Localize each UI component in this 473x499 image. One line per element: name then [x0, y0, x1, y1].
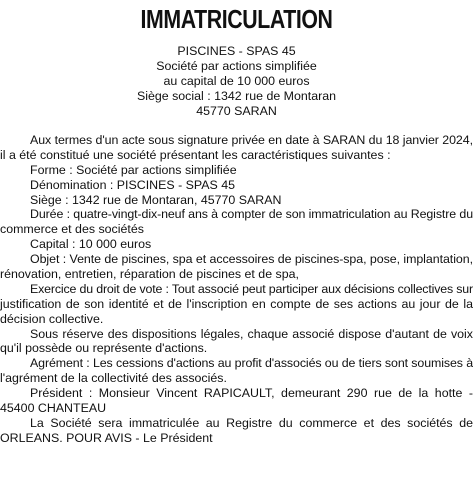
- body-line: Dénomination : PISCINES - SPAS 45: [30, 177, 235, 192]
- company-form: Société par actions simplifiée: [156, 58, 317, 73]
- body-line: Aux termes d'un acte sous signature privée en date à SARAN du 18 janvier 2024,: [30, 133, 473, 147]
- body-line: qu'il possède ou représente d'actions.: [0, 341, 208, 356]
- body-line: commerce et des sociétés: [0, 222, 144, 237]
- company-header: [0, 44, 473, 119]
- notice-body: [0, 133, 473, 446]
- body-line: il a été constitué une société présentant les caractéristiques suivantes :: [0, 147, 391, 162]
- body-line: Durée : quatre-vingt-dix-neuf ans à compter de son immatriculation au Registre du: [30, 207, 473, 222]
- body-line: l'agrément de la collectivité des associés.: [0, 371, 227, 386]
- body-line: Sous réserve des dispositions légales, chaque associé dispose d'autant de voix: [30, 326, 473, 341]
- body-line: Exercice du droit de vote : Tout associé peut participer aux décisions collectives sur: [30, 281, 473, 296]
- body-line: La Société sera immatriculée au Registre du commerce et des sociétés de: [30, 415, 473, 430]
- company-capital: au capital de 10 000 euros: [163, 73, 310, 88]
- body-line: Objet : Vente de piscines, spa et accessoires de piscines-spa, pose, implantation,: [30, 252, 473, 267]
- body-line: décision collective.: [0, 311, 104, 326]
- body-line: ORLEANS. POUR AVIS - Le Président: [0, 430, 213, 445]
- body-line: Capital : 10 000 euros: [30, 237, 152, 252]
- body-line: justification de son identité et de l'inscription en compte de ses actions au jour de la: [0, 296, 473, 311]
- body-line: 45400 CHANTEAU: [0, 401, 107, 416]
- body-line: Président : Monsieur Vincent RAPICAULT, demeurant 290 rue de la hotte -: [30, 386, 473, 401]
- company-postcode-city: 45770 SARAN: [196, 103, 277, 118]
- company-seat: Siège social : 1342 rue de Montaran: [136, 88, 337, 103]
- notice-title: IMMATRICULATION: [140, 4, 333, 34]
- body-line: Agrément : Les cessions d'actions au profit d'associés ou de tiers sont soumises à: [30, 356, 473, 371]
- body-line: rénovation, entretien, réparation de piscines et de spa,: [0, 267, 299, 282]
- body-line: Siège : 1342 rue de Montaran, 45770 SARAN: [30, 192, 282, 207]
- company-name: PISCINES - SPAS 45: [177, 44, 296, 58]
- body-line: Forme : Société par actions simplifiée: [30, 162, 237, 177]
